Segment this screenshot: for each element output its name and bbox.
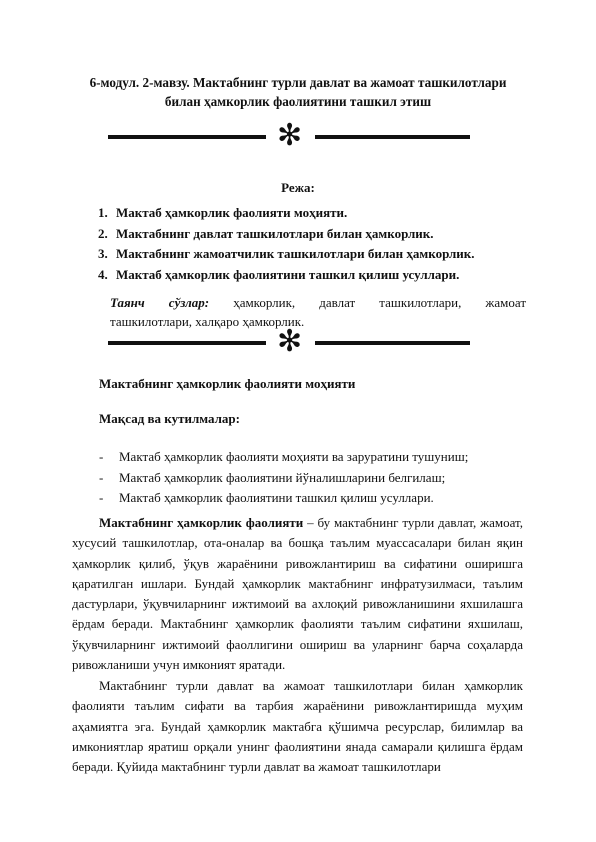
goal-text: Мактаб ҳамкорлик фаолиятини ташкил қилиш усуллари. [119,490,434,505]
document-title [60,73,536,111]
keywords-line-1 [110,293,526,312]
goal-item [99,447,468,468]
plan-item-number: 2. [98,225,108,241]
dash-icon: - [99,449,104,464]
plan-item-number: 3. [98,246,108,261]
paragraph-2-text: Мактабнинг турли давлат ва жамоат ташкилотлари билан ҳамкорлик фаолияти таълим сифати ва тарбия жараёнини ривожлантиришда муҳим аҳамиятга эга. Бундай ҳамкорлик мактабга қўшимча ресурслар, билимлар ва имкониятлар яратиш орқали унинг фаолиятини янада самарали қилишга ёрдам беради. Қуйида мактабнинг турли давлат ва жамоат ташкилотлари [72,678,523,775]
goal-text: Мактаб ҳамкорлик фаолияти моҳияти ва заруратини тушуниш; [119,449,469,464]
plan-list [98,203,475,285]
plan-item-number: 1. [98,205,108,220]
keywords-label: Таянч сўзлар: [110,295,210,310]
divider-bottom [108,324,470,359]
divider-top [108,118,470,153]
plan-item-text: Мактаб ҳамкорлик фаолияти моҳияти. [116,205,348,220]
plan-item-text: Мактабнинг давлат ташкилотлари билан ҳамкорлик. [116,225,434,241]
paragraph-1 [72,513,523,675]
title-line-2: билан ҳамкорлик фаолиятини ташкил этиш [164,94,432,109]
title-line-1: 6-модул. 2-мавзу. Мактабнинг турли давлат ва жамоат ташкилотлари [89,75,507,90]
plan-item [98,265,475,286]
dash-icon: - [99,469,104,485]
goals-heading: Мақсад ва кутилмалар: [99,411,240,426]
goal-text: Мактаб ҳамкорлик фаолиятини йўналишларини белгилаш; [119,469,446,485]
asterisk-icon: ✻ [277,324,303,359]
divider-bar-left [108,341,266,345]
paragraph-2 [72,676,523,777]
section-heading: Мактабнинг ҳамкорлик фаолияти моҳияти [99,376,356,391]
plan-item [98,244,475,265]
goal-item [99,488,468,509]
plan-item [98,224,475,245]
plan-item-number: 4. [98,266,108,282]
dash-icon: - [99,490,104,505]
plan-heading: Режа: [281,180,315,195]
paragraph-1-bold-term: Мактабнинг ҳамкорлик фаолияти [99,515,304,530]
plan-item-text: Мактаб ҳамкорлик фаолиятини ташкил қилиш усуллари. [116,266,460,282]
divider-bar-left [108,135,266,139]
divider-bar-right [315,341,470,345]
goals-list [99,447,468,509]
plan-item [98,203,475,224]
asterisk-icon: ✻ [277,118,303,153]
paragraph-1-text: – бу мактабнинг турли давлат, жамоат, хусусий ташкилотлар, ота-оналар ва бошқа таълим муассасалари билан яқин ҳамкорлик қилиб, ўқув жараёнини ривожлантириш ва сифатини оширишга қаратилган ишлари. Бундай ҳамкорлик мактабнинг инфратузилмаси, таълим дастурлари, ўқувчиларнинг ижтимоий ва ахлоқий ривожланишини яхшилашга ёрдам беради. Мактабнинг ҳамкорлик фаолияти таълим сифатини яхшилаш, ўқувчиларнинг ижтимоий фаоллигини ошириш ва уларнинг барча соҳаларда ривожланиши учун имконият яратади. [72,515,523,673]
divider-bar-right [315,135,470,139]
goal-item [99,468,468,489]
plan-item-text: Мактабнинг жамоатчилик ташкилотлари билан ҳамкорлик. [116,246,475,261]
keywords-text: ҳамкорлик, давлат ташкилотлари, жамоат [233,295,527,310]
keywords-line-2: ташкилотлари, халқаро ҳамкорлик. [110,314,305,329]
